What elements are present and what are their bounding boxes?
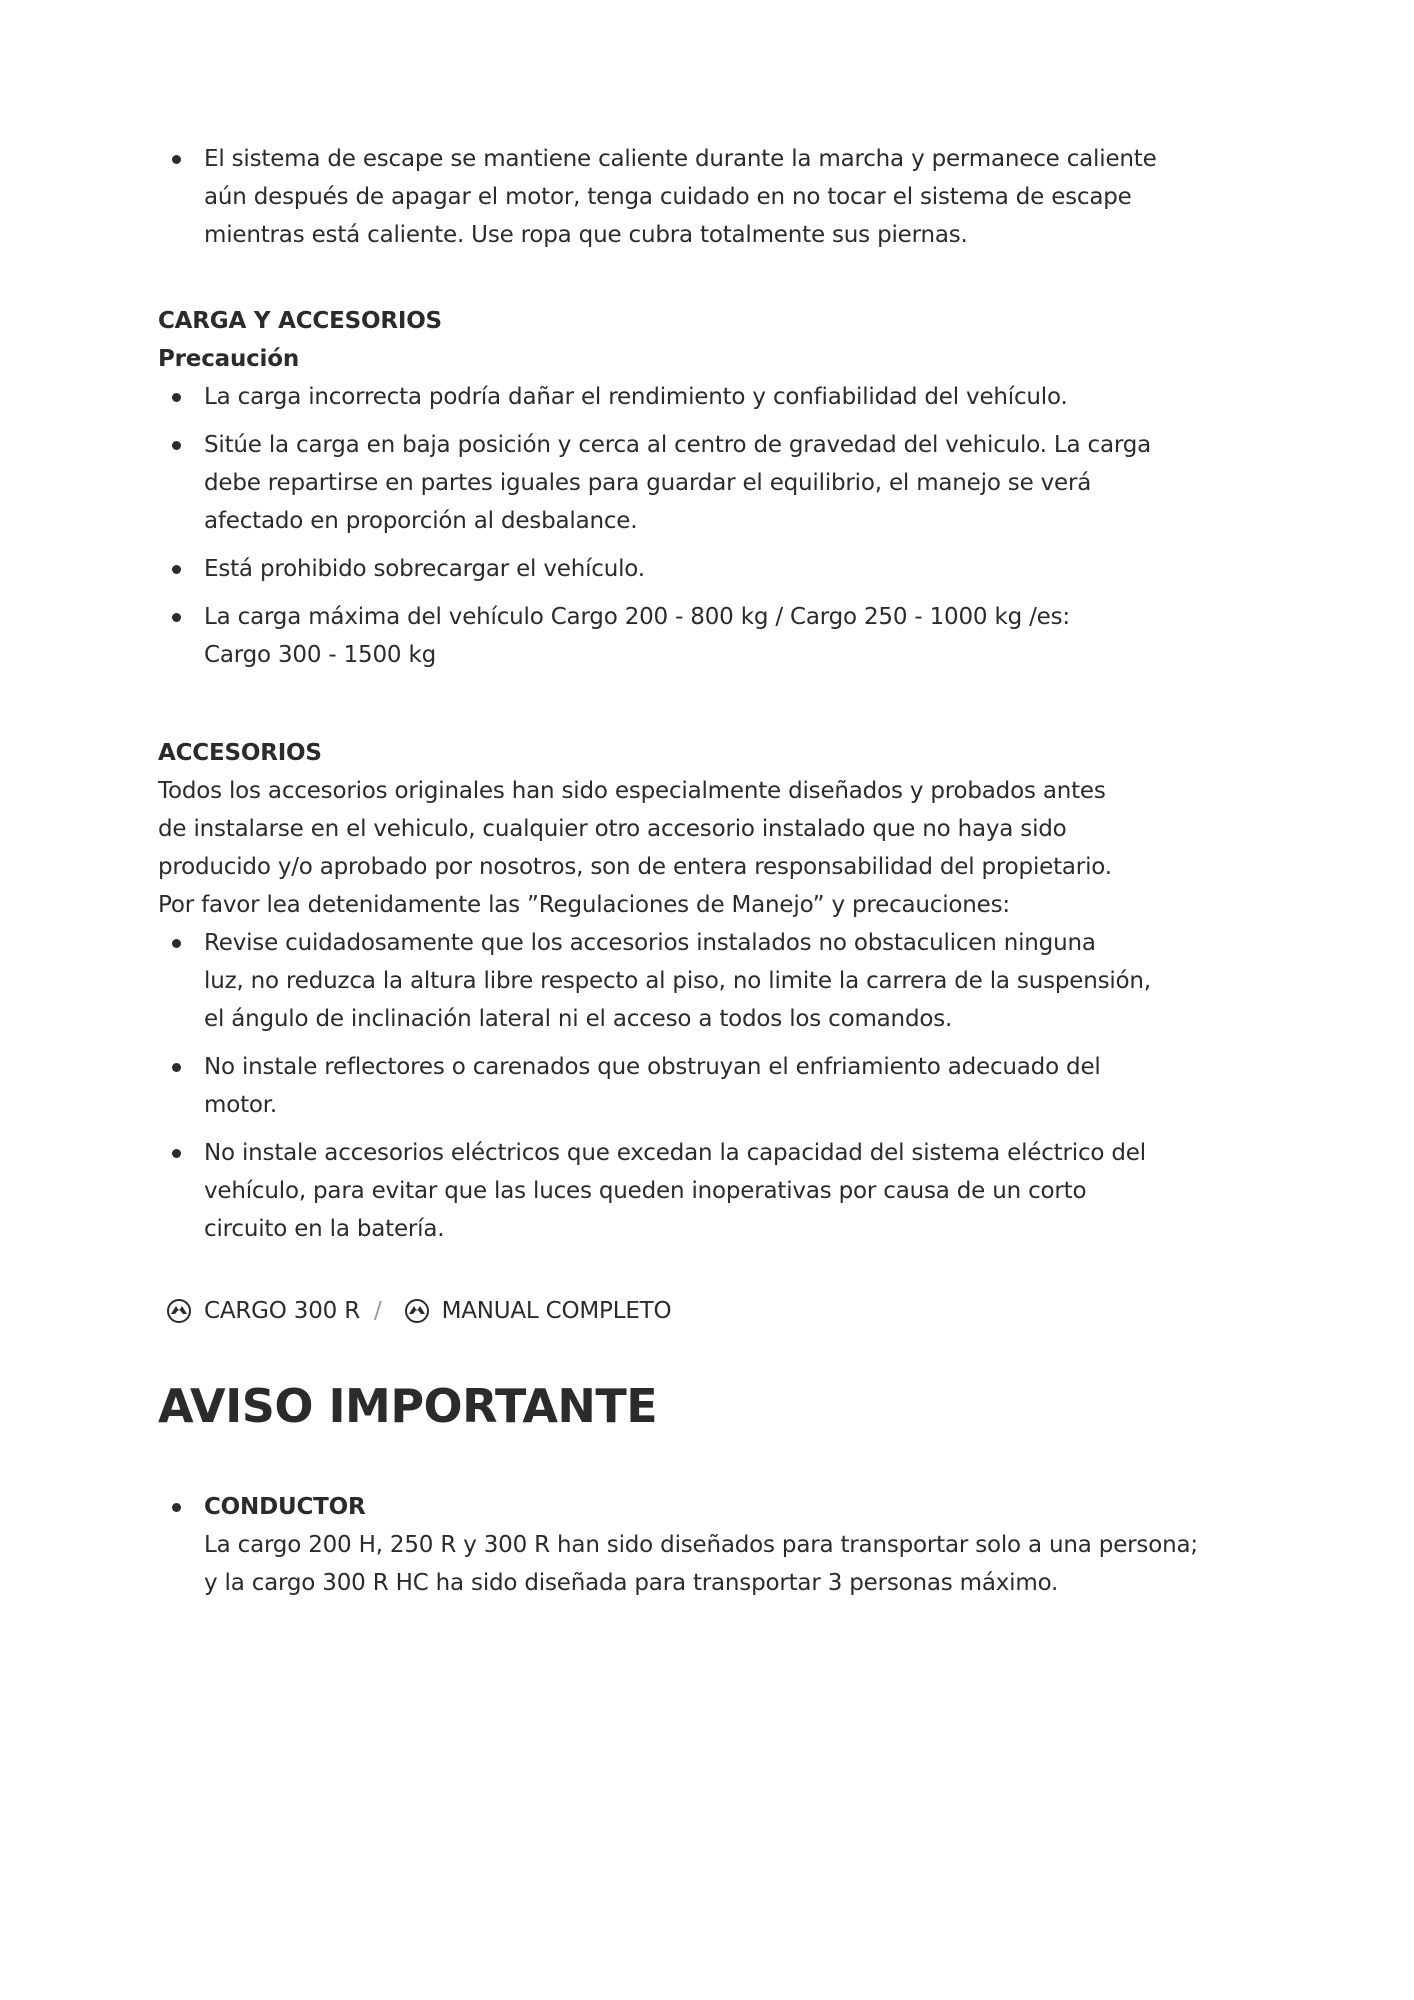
breadcrumb-item-manual-completo[interactable]	[396, 1292, 672, 1330]
list-item	[158, 378, 1158, 416]
list-item	[158, 1134, 1158, 1248]
text-line: Todos los accesorios originales han sido especialmente diseñados y probados antes	[158, 778, 1106, 804]
carga-bullet-list	[158, 378, 1158, 674]
text-line: El sistema de escape se mantiene caliente durante la marcha y permanece caliente	[204, 146, 1157, 172]
text-line: mientras está caliente. Use ropa que cubra totalmente sus piernas.	[204, 222, 968, 248]
text-line: el ángulo de inclinación lateral ni el acceso a todos los comandos.	[204, 1006, 953, 1032]
breadcrumb-label: MANUAL COMPLETO	[441, 1298, 672, 1324]
breadcrumb-label: CARGO 300 R	[204, 1298, 361, 1324]
text-line: y la cargo 300 R HC ha sido diseñada para transportar 3 personas máximo.	[204, 1570, 1059, 1596]
document-page	[158, 140, 1198, 1612]
breadcrumb-item-cargo-300-r[interactable]	[158, 1292, 360, 1330]
text-line: circuito en la batería.	[204, 1216, 445, 1242]
text-line: aún después de apagar el motor, tenga cuidado en no tocar el sistema de escape	[204, 184, 1132, 210]
brand-logo-icon	[404, 1298, 430, 1324]
list-item	[158, 924, 1158, 1038]
text-line: vehículo, para evitar que las luces queden inoperativas por causa de un corto	[204, 1178, 1087, 1204]
text-line: motor.	[204, 1092, 278, 1118]
text-line: No instale reflectores o carenados que obstruyan el enfriamiento adecuado del	[204, 1054, 1101, 1080]
breadcrumb-separator: /	[374, 1298, 382, 1324]
section-heading-carga: CARGA Y ACCESORIOS	[158, 308, 442, 334]
list-item	[158, 1048, 1158, 1124]
text-line: La cargo 200 H, 250 R y 300 R han sido diseñados para transportar solo a una persona;	[204, 1532, 1198, 1558]
text-line: Sitúe la carga en baja posición y cerca al centro de gravedad del vehiculo. La carga	[204, 432, 1152, 458]
aviso-bullet-list	[158, 1488, 1198, 1602]
accesorios-paragraph	[158, 772, 1158, 924]
text-line: Revise cuidadosamente que los accesorios instalados no obstaculicen ninguna	[204, 930, 1096, 956]
accesorios-bullet-list	[158, 924, 1158, 1248]
text-line: La carga incorrecta podría dañar el rendimiento y confiabilidad del vehículo.	[204, 384, 1068, 410]
text-line: de instalarse en el vehiculo, cualquier otro accesorio instalado que no haya sido	[158, 816, 1067, 842]
text-line: Cargo 300 - 1500 kg	[204, 642, 436, 668]
text-line: Está prohibido sobrecargar el vehículo.	[204, 556, 645, 582]
list-item	[158, 140, 1158, 254]
list-item	[158, 426, 1158, 540]
list-item	[158, 598, 1158, 674]
intro-bullet-list	[158, 140, 1158, 254]
text-line: No instale accesorios eléctricos que excedan la capacidad del sistema eléctrico del	[204, 1140, 1146, 1166]
text-line: Por favor lea detenidamente las ”Regulaciones de Manejo” y precauciones:	[158, 892, 1010, 918]
brand-logo-icon	[166, 1298, 192, 1324]
breadcrumb	[158, 1292, 1158, 1330]
subheading-precaucion: Precaución	[158, 346, 300, 372]
text-line: La carga máxima del vehículo Cargo 200 - 800 kg / Cargo 250 - 1000 kg /es:	[204, 604, 1070, 630]
text-line: afectado en proporción al desbalance.	[204, 508, 638, 534]
list-item	[158, 1488, 1198, 1602]
section-heading-accesorios: ACCESORIOS	[158, 740, 322, 766]
page-title: AVISO IMPORTANTE	[158, 1379, 658, 1433]
list-item-heading: CONDUCTOR	[204, 1494, 366, 1520]
list-item	[158, 550, 1158, 588]
text-line: debe repartirse en partes iguales para guardar el equilibrio, el manejo se verá	[204, 470, 1092, 496]
text-line: producido y/o aprobado por nosotros, son de entera responsabilidad del propietario.	[158, 854, 1112, 880]
text-line: luz, no reduzca la altura libre respecto al piso, no limite la carrera de la suspensión,	[204, 968, 1151, 994]
